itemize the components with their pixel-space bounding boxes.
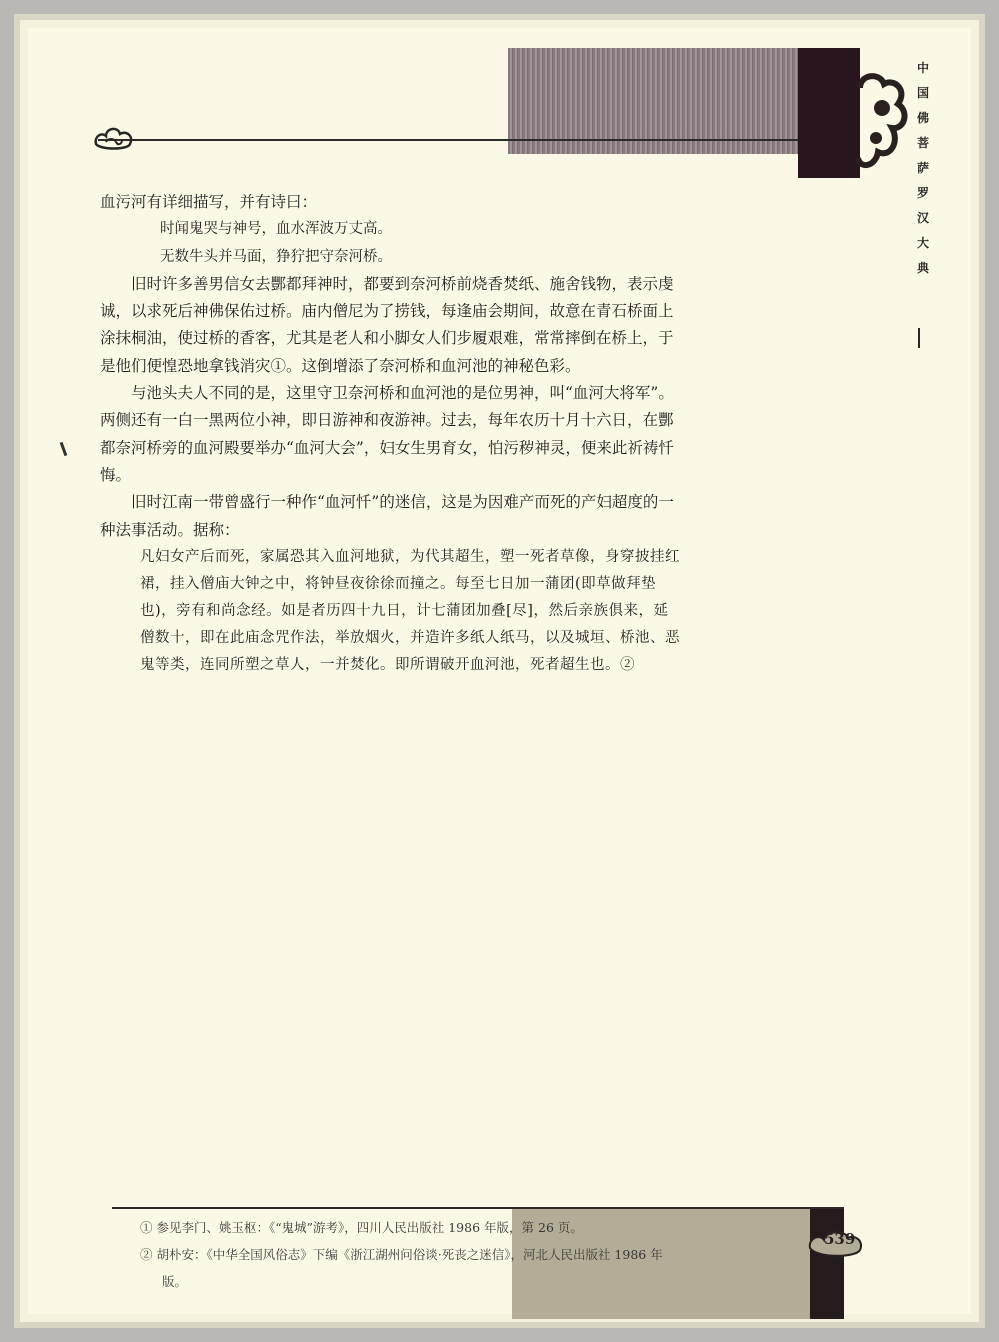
paragraph-intro: 血污河有详细描写，并有诗曰： [100, 193, 318, 211]
header-rule [98, 139, 798, 141]
header-dark-block [798, 48, 860, 178]
side-cloud-ornament-icon [854, 68, 910, 178]
main-text [100, 189, 680, 679]
margin-mark [60, 442, 68, 456]
page-number: 539 [824, 1230, 856, 1248]
footnotes [140, 1214, 680, 1295]
cloud-ornament-icon [92, 124, 136, 154]
paragraph: 旧时江南一带曾盛行一种作“血河忏”的迷信，这是为因难产而死的产妇超度的一种法事活动。据称： [100, 493, 674, 539]
footnote: ② 胡朴安：《中华全国风俗志》下编《浙江湖州问俗谈·死丧之迷信》，河北人民出版社 1986 年版。 [140, 1247, 663, 1289]
page [14, 14, 985, 1328]
poem-line: 无数牛头并马面，狰狞把守奈河桥。 [160, 248, 392, 265]
paragraph: 旧时许多善男信女去酆都拜神时，都要到奈河桥前烧香焚纸、施舍钱物，表示虔诚，以求死后神佛保佑过桥。庙内僧尼为了捞钱，每逢庙会期间，故意在青石桥面上涂抹桐油，使过桥的香客，尤其是老人和小脚女人们步履艰难，常常摔倒在桥上，于是他们便惶恐地拿钱消灾①。这倒增添了奈河桥和血河池的神秘色彩。 [100, 274, 674, 375]
block-quote: 凡妇女产后而死，家属恐其入血河地狱，为代其超生，塑一死者草像，身穿披挂红裙，挂入僧庙大钟之中，将钟昼夜徐徐而撞之。每至七日加一蒲团(即草做拜垫也)，旁有和尚念经。如是者历四十九日，计七蒲团加叠[尽]，然后亲族俱来，延僧数十，即在此庙念咒作法，举放烟火，并造许多纸人纸马，以及城垣、桥池、恶鬼等类，连同所塑之草人，一并焚化。即所谓破开血河池，死者超生也。② [140, 548, 680, 673]
vertical-book-title: 中国佛菩萨罗汉大典 [916, 61, 929, 275]
footnote: ① 参见李门、姚玉枢：《“鬼城”游考》，四川人民出版社 1986 年版，第 26 页。 [140, 1220, 583, 1235]
paragraph: 与池头夫人不同的是，这里守卫奈河桥和血河池的是位男神，叫“血河大将军”。两侧还有一白一黑两位小神，即日游神和夜游神。过去，每年农历十月十六日，在酆都奈河桥旁的血河殿要举办“血河大会”，妇女生男育女，怕污秽神灵，便来此祈祷忏悔。 [100, 384, 674, 484]
page-inner [28, 28, 971, 1314]
poem-line: 时闻鬼哭与神号，血水浑波万丈高。 [160, 221, 392, 238]
side-rule [918, 328, 920, 348]
